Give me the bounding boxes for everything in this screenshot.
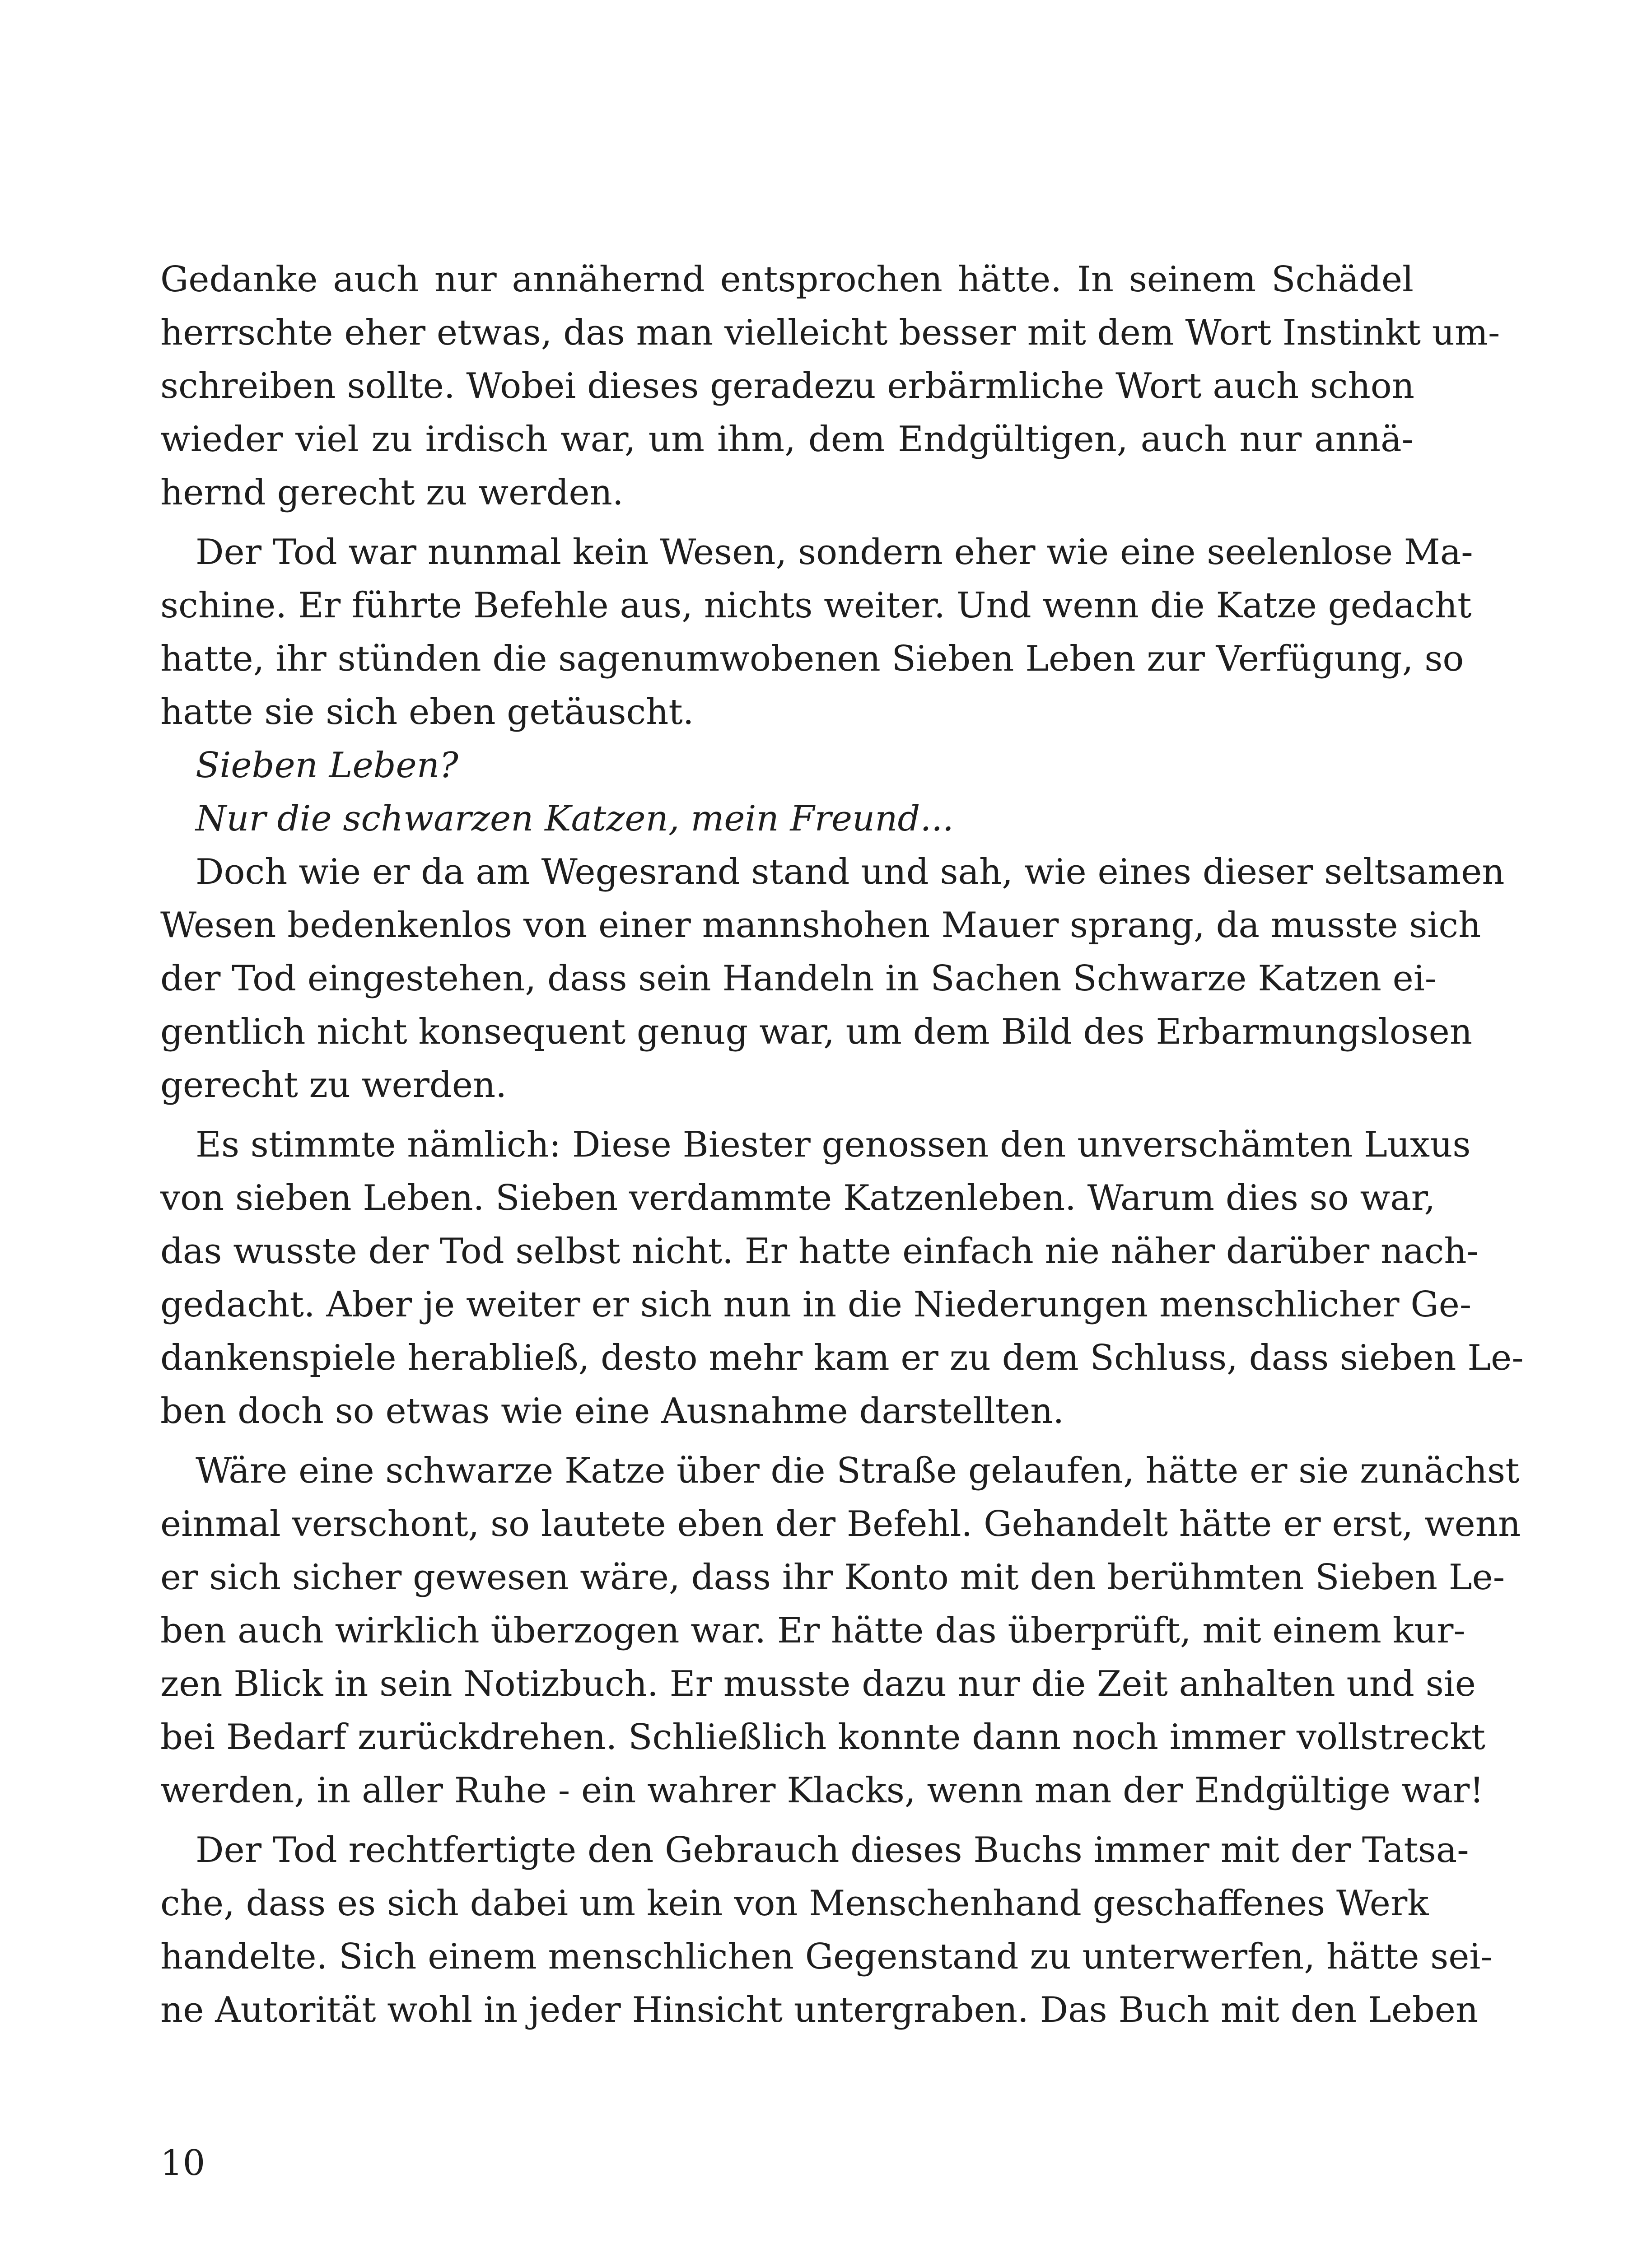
text-line: Nur die schwarzen Katzen, mein Freund... [196, 798, 954, 839]
text-line: zen Blick in sein Notizbuch. Er musste dazu nur die Zeit anhalten und sie [160, 1664, 1476, 1704]
text-line: schreiben sollte. Wobei dieses geradezu erbärmliche Wort auch schon [160, 366, 1414, 406]
text-line: schine. Er führte Befehle aus, nichts weiter. Und wenn die Katze gedacht [160, 585, 1472, 626]
text-line: dankenspiele herabließ, desto mehr kam er zu dem Schluss, dass sieben Le- [160, 1338, 1524, 1378]
text-line: Es stimmte nämlich: Diese Biester genossen den unverschämten Luxus [196, 1124, 1471, 1165]
text-line: ne Autorität wohl in jeder Hinsicht untergraben. Das Buch mit den Leben [160, 1990, 1479, 2030]
text-line: hatte sie sich eben getäuscht. [160, 692, 694, 732]
text-line: er sich sicher gewesen wäre, dass ihr Konto mit den berühmten Sieben Le- [160, 1557, 1505, 1598]
text-line: che, dass es sich dabei um kein von Menschenhand geschaffenes Werk [160, 1883, 1429, 1924]
text-line: herrschte eher etwas, das man vielleicht besser mit dem Wort Instinkt um- [160, 313, 1500, 353]
text-line: ben auch wirklich überzogen war. Er hätte das überprüft, mit einem kur- [160, 1610, 1465, 1651]
text-line: von sieben Leben. Sieben verdammte Katzenleben. Warum dies so war, [160, 1178, 1436, 1218]
text-line: gentlich nicht konsequent genug war, um dem Bild des Erbarmungslosen [160, 1012, 1473, 1052]
text-line: Gedanke auch nur annähernd entsprochen hätte. In seinem Schädel [160, 259, 1414, 300]
text-line: ben doch so etwas wie eine Ausnahme darstellten. [160, 1391, 1064, 1432]
text-line: Doch wie er da am Wegesrand stand und sah, wie eines dieser seltsamen [196, 852, 1505, 892]
text-line: gedacht. Aber je weiter er sich nun in die Niederungen menschlicher Ge- [160, 1284, 1472, 1325]
text-line: einmal verschont, so lautete eben der Befehl. Gehandelt hätte er erst, wenn [160, 1504, 1521, 1544]
text-line: der Tod eingestehen, dass sein Handeln in Sachen Schwarze Katzen ei- [160, 958, 1437, 999]
text-line: Wäre eine schwarze Katze über die Straße gelaufen, hätte er sie zunächst [196, 1451, 1520, 1491]
text-line: hatte, ihr stünden die sagenumwobenen Sieben Leben zur Verfügung, so [160, 639, 1464, 679]
text-line: gerecht zu werden. [160, 1065, 507, 1106]
text-line: Der Tod rechtfertigte den Gebrauch dieses Buchs immer mit der Tatsa- [196, 1830, 1469, 1871]
text-line: handelte. Sich einem menschlichen Gegenstand zu unterwerfen, hätte sei- [160, 1936, 1493, 1977]
text-line: Wesen bedenkenlos von einer mannshohen Mauer sprang, da musste sich [160, 905, 1481, 946]
text-line: Der Tod war nunmal kein Wesen, sondern eher wie eine seelenlose Ma- [196, 532, 1473, 573]
text-line: werden, in aller Ruhe - ein wahrer Klacks, wenn man der Endgültige war! [160, 1770, 1484, 1811]
text-line: Sieben Leben? [196, 745, 458, 786]
text-line: hernd gerecht zu werden. [160, 472, 624, 513]
page-number: 10 [160, 2143, 205, 2183]
text-line: wieder viel zu irdisch war, um ihm, dem Endgültigen, auch nur annä- [160, 419, 1414, 460]
body-text [160, 253, 1524, 2037]
text-line: das wusste der Tod selbst nicht. Er hatte einfach nie näher darüber nach- [160, 1231, 1479, 1272]
text-line: bei Bedarf zurückdrehen. Schließlich konnte dann noch immer vollstreckt [160, 1717, 1485, 1758]
